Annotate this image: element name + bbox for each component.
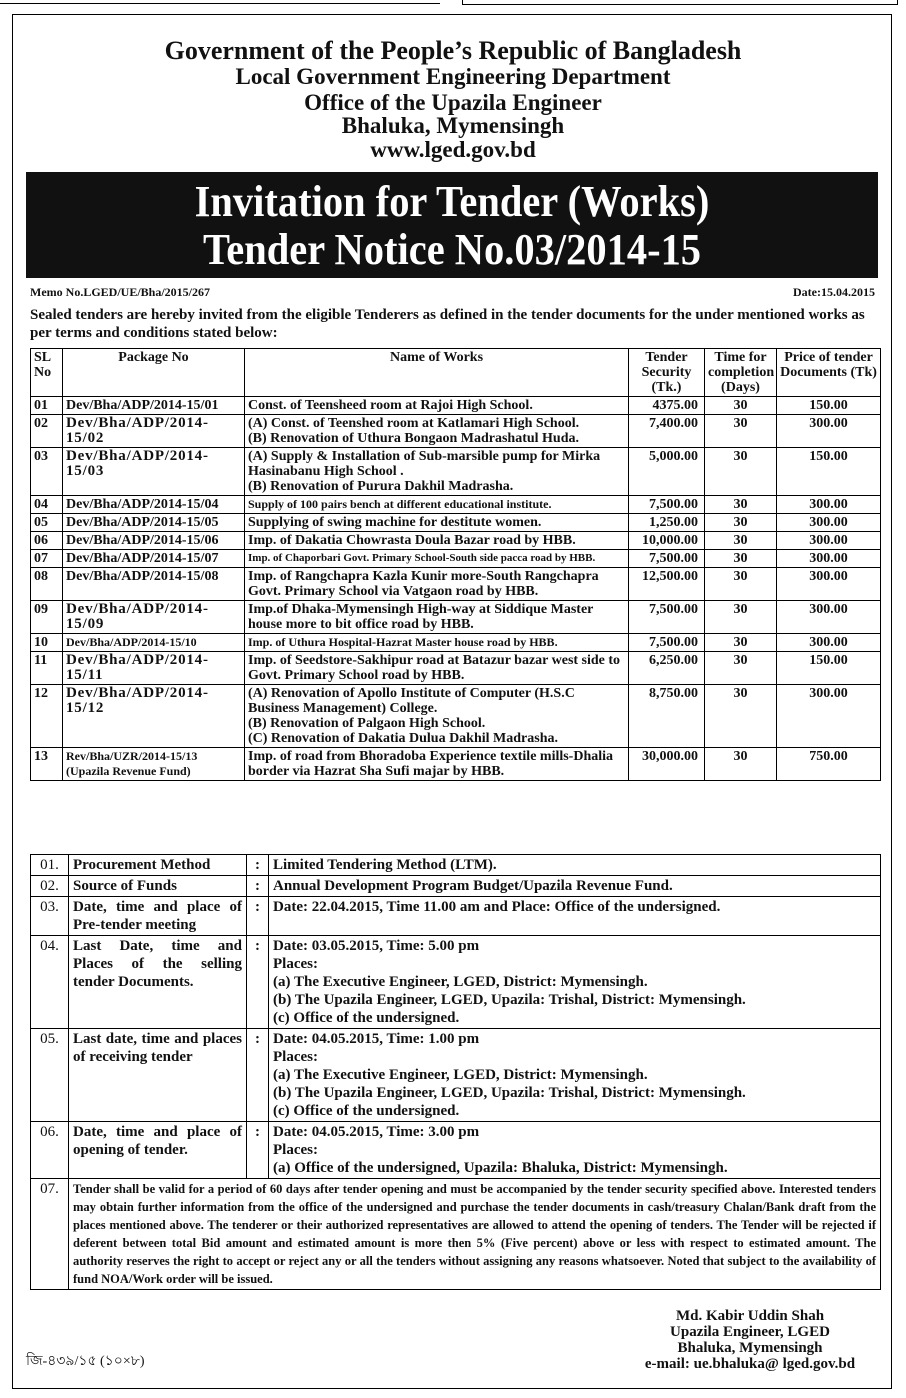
work-name-line: Imp. of road from Bhoradoba Experience textile mills-Dhalia border via Hazrat Sha Sufi majar by HBB. — [248, 749, 614, 779]
info-colon: : — [247, 936, 269, 1029]
cell-time: 30 — [705, 685, 777, 748]
cell-security: 10,000.00 — [629, 532, 705, 550]
notice-date: Date:15.04.2015 — [793, 285, 875, 299]
cell-security: 6,250.00 — [629, 652, 705, 685]
info-colon: : — [247, 855, 269, 876]
table-row — [31, 550, 881, 568]
header-website: www.lged.gov.bd — [370, 137, 536, 162]
info-row — [31, 936, 881, 1029]
cell-name — [245, 496, 629, 514]
work-name-line: (C) Renovation of Dakatia Dulua Dakhil Madrasha. — [248, 731, 558, 746]
info-label: Date, time and place of Pre-tender meeting — [69, 897, 247, 936]
info-value-line: Limited Tendering Method (LTM). — [273, 857, 497, 873]
signature-block — [630, 1308, 870, 1372]
info-value-line: (a) The Executive Engineer, LGED, District: Mymensingh. — [273, 1067, 648, 1083]
info-number: 02. — [31, 876, 69, 897]
memo-number: Memo No.LGED/UE/Bha/2015/267 — [30, 285, 211, 299]
cell-time: 30 — [705, 448, 777, 496]
info-value-line: (c) Office of the undersigned. — [273, 1010, 460, 1026]
top-clip-line — [0, 0, 440, 4]
cell-time: 30 — [705, 568, 777, 601]
work-name-line: Imp. of Chaporbari Govt. Primary School-South side pacca road by HBB. — [248, 552, 596, 564]
info-label: Source of Funds — [69, 876, 247, 897]
info-row — [31, 876, 881, 897]
cell-security: 12,500.00 — [629, 568, 705, 601]
info-value-line: Places: — [273, 956, 318, 972]
cell-time: 30 — [705, 550, 777, 568]
info-value — [269, 936, 881, 1029]
cell-package: Dev/Bha/ADP/2014-15/12 — [63, 685, 245, 748]
header-package: Package No — [63, 349, 245, 397]
cell-time: 30 — [705, 532, 777, 550]
banner-title: Invitation for Tender (Works) — [194, 177, 710, 226]
info-colon: : — [247, 1029, 269, 1122]
cell-price: 750.00 — [777, 748, 881, 781]
info-value-line: (c) Office of the undersigned. — [273, 1103, 460, 1119]
cell-package: Rev/Bha/UZR/2014-15/13 (Upazila Revenue Fund) — [63, 748, 245, 781]
cell-price: 150.00 — [777, 397, 881, 415]
cell-package: Dev/Bha/ADP/2014-15/01 — [63, 397, 245, 415]
info-value-line: (a) The Executive Engineer, LGED, District: Mymensingh. — [273, 974, 648, 990]
title-banner — [26, 172, 878, 278]
info-value — [269, 897, 881, 936]
cell-security: 7,500.00 — [629, 601, 705, 634]
table-row — [31, 415, 881, 448]
cell-name — [245, 397, 629, 415]
signatory-title: Upazila Engineer, LGED — [670, 1324, 830, 1340]
work-name-line: (A) Renovation of Apollo Institute of Computer (H.S.C Business Management) College. — [248, 686, 575, 716]
cell-sl: 02 — [31, 415, 63, 448]
table-row — [31, 532, 881, 550]
info-row — [31, 1122, 881, 1179]
cell-sl: 01 — [31, 397, 63, 415]
cell-sl: 09 — [31, 601, 63, 634]
top-clip-box — [462, 0, 898, 5]
cell-time: 30 — [705, 514, 777, 532]
cell-package: Dev/Bha/ADP/2014-15/08 — [63, 568, 245, 601]
info-colon: : — [247, 897, 269, 936]
terms-row — [31, 1179, 881, 1290]
cell-security: 7,400.00 — [629, 415, 705, 448]
cell-name — [245, 415, 629, 448]
info-label: Date, time and place of opening of tender. — [69, 1122, 247, 1179]
cell-sl: 05 — [31, 514, 63, 532]
cell-security: 4375.00 — [629, 397, 705, 415]
cell-security: 7,500.00 — [629, 550, 705, 568]
info-colon: : — [247, 876, 269, 897]
info-row — [31, 897, 881, 936]
works-table — [30, 348, 881, 781]
work-name-line: Imp. of Uthura Hospital-Hazrat Master house road by HBB. — [248, 635, 558, 649]
table-row — [31, 568, 881, 601]
cell-package: Dev/Bha/ADP/2014-15/11 — [63, 652, 245, 685]
tender-info-table — [30, 854, 881, 1290]
cell-security: 7,500.00 — [629, 496, 705, 514]
signatory-place: Bhaluka, Mymensingh — [677, 1340, 823, 1356]
table-row — [31, 634, 881, 652]
cell-time: 30 — [705, 634, 777, 652]
cell-price: 300.00 — [777, 415, 881, 448]
cell-sl: 13 — [31, 748, 63, 781]
cell-name — [245, 601, 629, 634]
cell-time: 30 — [705, 601, 777, 634]
cell-price: 300.00 — [777, 514, 881, 532]
cell-name — [245, 634, 629, 652]
ad-code: জি-৪৩৯/১৫ (১০×৮) — [26, 1354, 145, 1369]
info-value-line: Date: 04.05.2015, Time: 3.00 pm — [273, 1124, 480, 1140]
cell-name — [245, 568, 629, 601]
cell-price: 300.00 — [777, 532, 881, 550]
cell-package: Dev/Bha/ADP/2014-15/07 — [63, 550, 245, 568]
signatory-email: e-mail: ue.bhaluka@ lged.gov.bd — [644, 1356, 856, 1372]
cell-security: 30,000.00 — [629, 748, 705, 781]
cell-time: 30 — [705, 496, 777, 514]
cell-price: 300.00 — [777, 685, 881, 748]
cell-time: 30 — [705, 397, 777, 415]
work-name-line: (A) Const. of Teenshed room at Katlamari High School. — [248, 416, 580, 431]
work-name-line: Imp. of Seedstore-Sakhipur road at Batazur bazar west side to Govt. Primary School road by HBB. — [248, 653, 621, 683]
cell-sl: 03 — [31, 448, 63, 496]
cell-sl: 12 — [31, 685, 63, 748]
cell-name — [245, 550, 629, 568]
cell-security: 5,000.00 — [629, 448, 705, 496]
info-value-line: Annual Development Program Budget/Upazila Revenue Fund. — [273, 878, 673, 894]
work-name-line: Const. of Teensheed room at Rajoi High School. — [248, 398, 533, 413]
info-value — [269, 876, 881, 897]
header-location: Bhaluka, Mymensingh — [341, 113, 565, 138]
info-value-line: Places: — [273, 1142, 318, 1158]
info-value — [269, 855, 881, 876]
cell-price: 300.00 — [777, 550, 881, 568]
cell-package: Dev/Bha/ADP/2014-15/03 — [63, 448, 245, 496]
header-government: Government of the People’s Republic of Bangladesh — [164, 36, 742, 65]
header-security: Tender Security (Tk.) — [629, 349, 705, 397]
info-row — [31, 855, 881, 876]
work-name-line: (A) Supply & Installation of Sub-marsible pump for Mirka Hasinabanu High School . — [248, 449, 601, 479]
table-row — [31, 685, 881, 748]
work-name-line: (B) Renovation of Uthura Bongaon Madrashatul Huda. — [248, 431, 579, 446]
info-value — [269, 1122, 881, 1179]
header-time: Time for completion (Days) — [705, 349, 777, 397]
info-colon: : — [247, 1122, 269, 1179]
info-value-line: (a) Office of the undersigned, Upazila: Bhaluka, District: Mymensingh. — [273, 1160, 728, 1176]
cell-time: 30 — [705, 415, 777, 448]
cell-sl: 10 — [31, 634, 63, 652]
cell-package: Dev/Bha/ADP/2014-15/09 — [63, 601, 245, 634]
intro-paragraph: Sealed tenders are hereby invited from the eligible Tenderers as defined in the tender documents for the under mentioned works as per terms and conditions stated below: — [30, 307, 865, 341]
info-label: Last date, time and places of receiving tender — [69, 1029, 247, 1122]
header-price: Price of tender Documents (Tk) — [777, 349, 881, 397]
cell-name — [245, 685, 629, 748]
work-name-line: Imp. of Rangchapra Kazla Kunir more-South Rangchapra Govt. Primary School via Vatgaon road by HBB. — [248, 569, 599, 599]
work-name-line: Supply of 100 pairs bench at different educational institute. — [248, 497, 552, 511]
cell-sl: 07 — [31, 550, 63, 568]
info-number: 06. — [31, 1122, 69, 1179]
cell-price: 300.00 — [777, 568, 881, 601]
table-row — [31, 601, 881, 634]
info-value-line: (b) The Upazila Engineer, LGED, Upazila: Trishal, District: Mymensingh. — [273, 1085, 746, 1101]
work-name-line: (B) Renovation of Palgaon High School. — [248, 716, 486, 731]
info-value-line: Date: 22.04.2015, Time 11.00 am and Place: Office of the undersigned. — [273, 899, 721, 915]
info-value-line: (b) The Upazila Engineer, LGED, Upazila: Trishal, District: Mymensingh. — [273, 992, 746, 1008]
info-value-line: Date: 04.05.2015, Time: 1.00 pm — [273, 1031, 480, 1047]
works-table-header — [31, 349, 881, 397]
cell-sl: 11 — [31, 652, 63, 685]
header-name: Name of Works — [245, 349, 629, 397]
work-name-line: Imp. of Dakatia Chowrasta Doula Bazar road by HBB. — [248, 533, 576, 548]
info-value — [269, 1029, 881, 1122]
table-row — [31, 397, 881, 415]
cell-price: 150.00 — [777, 448, 881, 496]
cell-name — [245, 532, 629, 550]
cell-name — [245, 448, 629, 496]
banner-notice-number: Tender Notice No.03/2014-15 — [202, 225, 702, 274]
info-number: 03. — [31, 897, 69, 936]
table-row — [31, 652, 881, 685]
info-number: 04. — [31, 936, 69, 1029]
cell-name — [245, 748, 629, 781]
info-label: Procurement Method — [69, 855, 247, 876]
work-name-line: Imp.of Dhaka-Mymensingh High-way at Siddique Master house more to bit office road by HBB. — [248, 602, 594, 632]
info-value-line: Date: 03.05.2015, Time: 5.00 pm — [273, 938, 480, 954]
cell-package: Dev/Bha/ADP/2014-15/02 — [63, 415, 245, 448]
cell-price: 150.00 — [777, 652, 881, 685]
terms-number: 07. — [31, 1179, 69, 1290]
table-row — [31, 496, 881, 514]
cell-security: 7,500.00 — [629, 634, 705, 652]
cell-sl: 04 — [31, 496, 63, 514]
table-row — [31, 748, 881, 781]
work-name-line: Supplying of swing machine for destitute women. — [248, 515, 542, 530]
info-value-line: Places: — [273, 1049, 318, 1065]
cell-security: 8,750.00 — [629, 685, 705, 748]
cell-sl: 08 — [31, 568, 63, 601]
cell-price: 300.00 — [777, 601, 881, 634]
info-label: Last Date, time and Places of the selling tender Documents. — [69, 936, 247, 1029]
work-name-line: (B) Renovation of Purura Dakhil Madrasha. — [248, 479, 514, 494]
info-number: 05. — [31, 1029, 69, 1122]
table-row — [31, 448, 881, 496]
table-row — [31, 514, 881, 532]
cell-package: Dev/Bha/ADP/2014-15/06 — [63, 532, 245, 550]
cell-time: 30 — [705, 748, 777, 781]
cell-price: 300.00 — [777, 634, 881, 652]
header-sl: SL No — [31, 349, 63, 397]
header-office: Office of the Upazila Engineer — [304, 90, 602, 115]
header-department: Local Government Engineering Department — [235, 64, 671, 89]
cell-security: 1,250.00 — [629, 514, 705, 532]
cell-price: 300.00 — [777, 496, 881, 514]
signatory-name: Md. Kabir Uddin Shah — [675, 1308, 825, 1324]
cell-name — [245, 652, 629, 685]
cell-package: Dev/Bha/ADP/2014-15/04 — [63, 496, 245, 514]
cell-sl: 06 — [31, 532, 63, 550]
terms-text: Tender shall be valid for a period of 60 days after tender opening and must be accompanied by the tender security specified above. Interested tenders may obtain further information from the office of the undersigned and purchase the tender documents in cash/treasury Chalan/Bank draft from the places mentioned above. The tenderer or their authorized representatives are allowed to attend the opening of tenders. The Tender will be rejected if deferent between total Bid amount and estimated amount is more then 5% (Five percent) above or less with respect to estimated amount. The authority reserves the right to accept or reject any or all the tenders without assigning any reasons whatsoever. Noted that subject to the availability of fund NOA/Work order will be issued. — [69, 1179, 881, 1290]
cell-name — [245, 514, 629, 532]
info-number: 01. — [31, 855, 69, 876]
cell-package: Dev/Bha/ADP/2014-15/05 — [63, 514, 245, 532]
cell-time: 30 — [705, 652, 777, 685]
info-row — [31, 1029, 881, 1122]
cell-package: Dev/Bha/ADP/2014-15/10 — [63, 634, 245, 652]
